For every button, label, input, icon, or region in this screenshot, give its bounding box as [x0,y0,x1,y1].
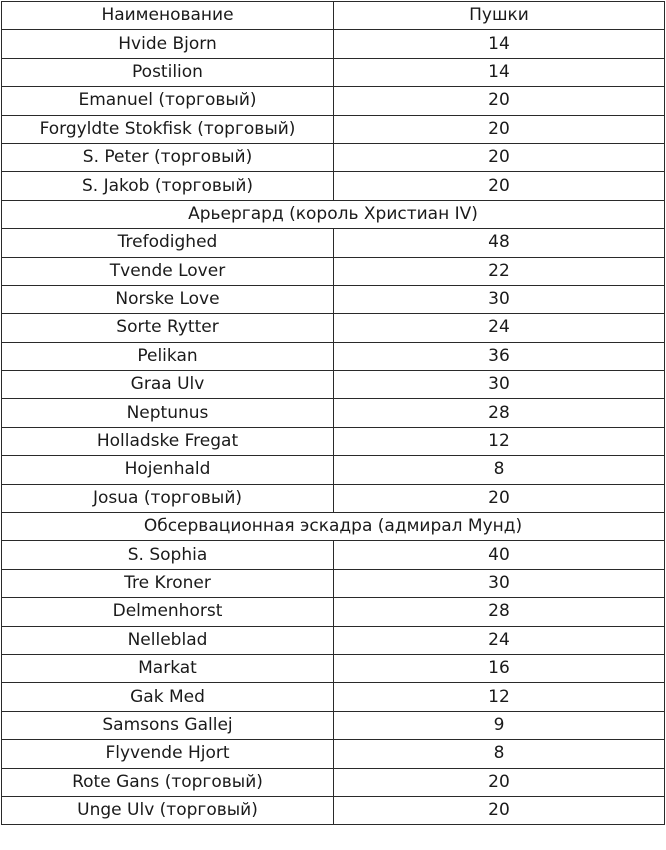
section-title: Обсервационная эскадра (адмирал Мунд) [2,513,665,541]
ship-guns: 8 [334,456,665,484]
table-row [2,626,665,654]
ship-guns: 24 [334,314,665,342]
table-row [2,172,665,200]
ship-name: Nelleblad [2,626,334,654]
ship-guns: 36 [334,342,665,370]
ship-guns: 30 [334,569,665,597]
ship-name: Sorte Rytter [2,314,334,342]
ship-name: S. Sophia [2,541,334,569]
table-row [2,257,665,285]
table-row [2,711,665,739]
ship-name: Flyvende Hjort [2,740,334,768]
ship-guns: 24 [334,626,665,654]
ship-guns: 20 [334,768,665,796]
ship-name: Norske Love [2,285,334,313]
ship-name: S. Jakob (торговый) [2,172,334,200]
ship-guns: 30 [334,371,665,399]
table-row [2,598,665,626]
ship-name: Tre Kroner [2,569,334,597]
table-row [2,30,665,58]
ship-guns: 30 [334,285,665,313]
ship-name: Rote Gans (торговый) [2,768,334,796]
table-row [2,427,665,455]
ships-table [1,1,665,825]
ship-guns: 14 [334,58,665,86]
table-row [2,342,665,370]
ship-name: Markat [2,654,334,682]
ship-guns: 40 [334,541,665,569]
ship-name: Hvide Bjorn [2,30,334,58]
ship-name: Josua (торговый) [2,484,334,512]
ship-name: Postilion [2,58,334,86]
ship-name: Hojenhald [2,456,334,484]
table-row [2,229,665,257]
header-guns: Пушки [334,2,665,30]
ship-name: Graa Ulv [2,371,334,399]
ship-guns: 12 [334,427,665,455]
ship-guns: 20 [334,87,665,115]
ship-guns: 8 [334,740,665,768]
section-row [2,513,665,541]
ship-guns: 16 [334,654,665,682]
ship-name: Neptunus [2,399,334,427]
ship-name: Tvende Lover [2,257,334,285]
ship-guns: 12 [334,683,665,711]
ship-guns: 20 [334,115,665,143]
ship-name: Trefodighed [2,229,334,257]
ship-guns: 9 [334,711,665,739]
table-row [2,115,665,143]
table-row [2,654,665,682]
table-row [2,541,665,569]
table-row [2,143,665,171]
ship-name: Emanuel (торговый) [2,87,334,115]
table-row [2,58,665,86]
ship-name: Gak Med [2,683,334,711]
section-title: Арьергард (король Христиан IV) [2,200,665,228]
table-row [2,740,665,768]
ship-name: Unge Ulv (торговый) [2,796,334,824]
table-row [2,285,665,313]
header-name: Наименование [2,2,334,30]
table-row [2,683,665,711]
table-row [2,314,665,342]
ship-name: Samsons Gallej [2,711,334,739]
ship-name: Delmenhorst [2,598,334,626]
ship-guns: 28 [334,399,665,427]
table-row [2,371,665,399]
ship-guns: 28 [334,598,665,626]
table-row [2,796,665,824]
ship-guns: 14 [334,30,665,58]
ship-guns: 20 [334,484,665,512]
table-row [2,399,665,427]
table-row [2,456,665,484]
ship-guns: 20 [334,143,665,171]
ships-body [2,30,665,825]
table-row [2,569,665,597]
header-row [2,2,665,30]
table-row [2,484,665,512]
ship-guns: 48 [334,229,665,257]
ship-guns: 20 [334,796,665,824]
ship-name: Forgyldte Stokfisk (торговый) [2,115,334,143]
ship-name: S. Peter (торговый) [2,143,334,171]
section-row [2,200,665,228]
ship-guns: 20 [334,172,665,200]
table-row [2,87,665,115]
ship-guns: 22 [334,257,665,285]
ship-name: Pelikan [2,342,334,370]
ship-name: Holladske Fregat [2,427,334,455]
table-row [2,768,665,796]
